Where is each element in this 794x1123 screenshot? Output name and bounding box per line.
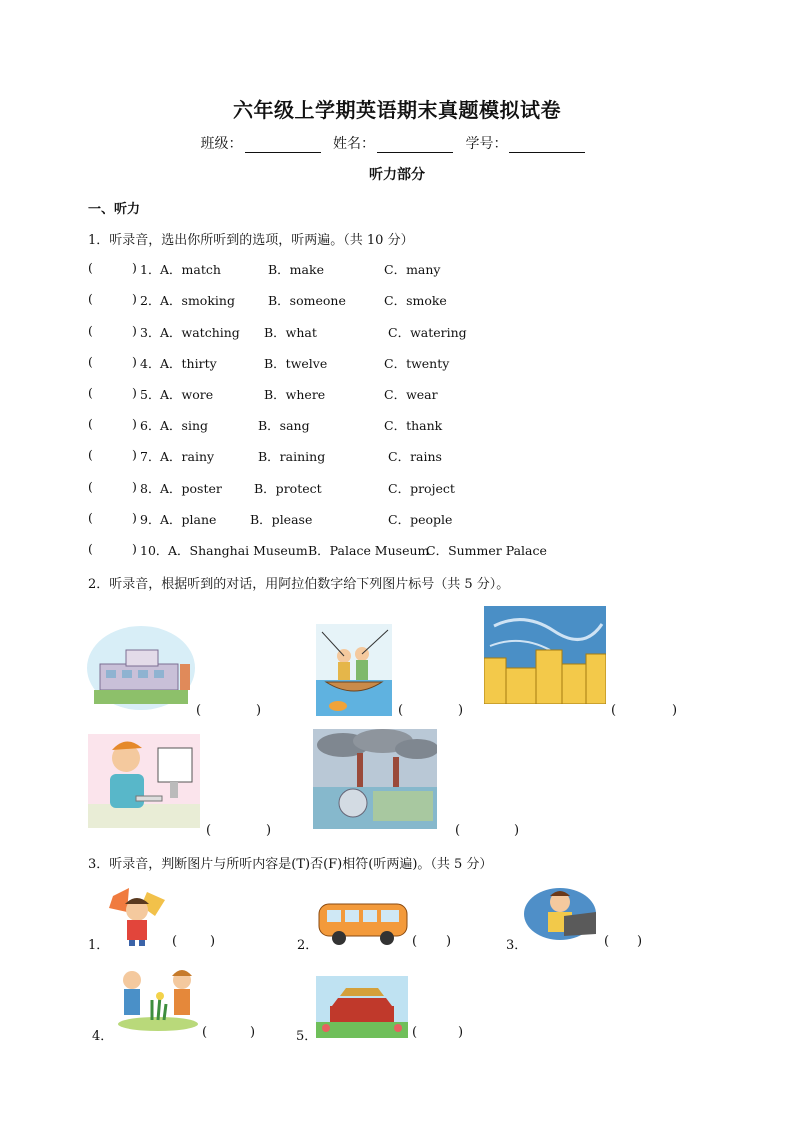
answer-paren-close[interactable]: ) [672, 703, 678, 718]
answer-paren-open[interactable]: ( [412, 1025, 418, 1040]
option-c: C．thank [384, 418, 443, 433]
option-c: C．many [384, 262, 441, 277]
question-number: 5． [140, 387, 161, 402]
answer-paren-open[interactable]: ( [412, 934, 418, 949]
question-number: 3． [140, 325, 161, 340]
answer-paren-open[interactable]: ( [88, 260, 93, 275]
q3-instruction: 3．听录音，判断图片与所听内容是(T)否(F)相符(听两遍)。（共 5 分） [88, 857, 493, 872]
option-c: C．wear [384, 387, 438, 402]
picture-number: 3． [506, 938, 528, 953]
question-row [88, 479, 708, 497]
option-c: C．Summer Palace [426, 543, 547, 558]
option-b: B．twelve [264, 356, 328, 371]
answer-paren-open[interactable]: ( [88, 323, 93, 338]
option-a: A．rainy [160, 449, 215, 464]
answer-paren-open[interactable]: ( [202, 1025, 208, 1040]
answer-paren-close[interactable]: ) [132, 291, 137, 306]
option-a: A．poster [160, 481, 222, 496]
windy-city-picture [484, 606, 606, 704]
question-number: 10． [140, 543, 169, 558]
answer-paren-close[interactable]: ) [514, 823, 520, 838]
option-c: C．people [388, 512, 453, 527]
section-heading: 一、听力 [88, 202, 141, 217]
option-c: C．smoke [384, 293, 447, 308]
option-a: A．match [160, 262, 221, 277]
answer-paren-close[interactable]: ) [458, 1025, 464, 1040]
option-c: C．project [388, 481, 455, 496]
question-row [88, 416, 708, 434]
question-number: 8． [140, 481, 161, 496]
answer-paren-open[interactable]: ( [88, 291, 93, 306]
question-number: 6． [140, 418, 161, 433]
name-blank[interactable] [377, 138, 453, 153]
question-number: 7． [140, 449, 161, 464]
question-row [88, 291, 708, 309]
answer-paren-close[interactable]: ) [132, 260, 137, 275]
computer-girl-picture [88, 734, 200, 828]
answer-paren-close[interactable]: ) [250, 1025, 256, 1040]
answer-paren-close[interactable]: ) [132, 385, 137, 400]
answer-paren-close[interactable]: ) [446, 934, 452, 949]
answer-paren-open[interactable]: ( [611, 703, 617, 718]
laptop-boy-picture [522, 882, 604, 944]
answer-paren-close[interactable]: ) [458, 703, 464, 718]
question-row [88, 541, 708, 559]
option-a: A．thirty [160, 356, 217, 371]
option-c: C．rains [388, 449, 442, 464]
option-b: B．Palace Museum [308, 543, 430, 558]
option-c: C．watering [388, 325, 467, 340]
option-b: B．protect [254, 481, 322, 496]
answer-paren-close[interactable]: ) [132, 447, 137, 462]
question-number: 1． [140, 262, 161, 277]
picture-number: 2． [297, 938, 319, 953]
answer-paren-close[interactable]: ) [637, 934, 643, 949]
option-b: B．someone [268, 293, 346, 308]
class-blank[interactable] [245, 138, 321, 153]
kite-boy-picture [103, 886, 169, 946]
answer-paren-open[interactable]: ( [88, 541, 93, 556]
polluted-city-picture [313, 729, 437, 829]
question-number: 9． [140, 512, 161, 527]
question-row [88, 354, 708, 372]
option-a: A．plane [160, 512, 217, 527]
option-b: B．where [264, 387, 326, 402]
answer-paren-close[interactable]: ) [266, 823, 272, 838]
planting-kids-picture [112, 966, 204, 1032]
answer-paren-open[interactable]: ( [196, 703, 202, 718]
answer-paren-close[interactable]: ) [132, 354, 137, 369]
option-b: B．raining [258, 449, 326, 464]
answer-paren-close[interactable]: ) [210, 934, 216, 949]
option-a: A．wore [160, 387, 214, 402]
class-label: 班级： [200, 136, 243, 152]
answer-paren-close[interactable]: ) [132, 479, 137, 494]
option-b: B．please [250, 512, 313, 527]
question-row [88, 510, 708, 528]
question-row [88, 323, 708, 341]
answer-paren-open[interactable]: ( [88, 510, 93, 525]
building-picture [86, 624, 196, 710]
picture-number: 5． [296, 1029, 318, 1044]
answer-paren-close[interactable]: ) [132, 416, 137, 431]
answer-paren-close[interactable]: ) [132, 510, 137, 525]
answer-paren-open[interactable]: ( [604, 934, 610, 949]
id-blank[interactable] [509, 138, 585, 153]
answer-paren-close[interactable]: ) [256, 703, 262, 718]
answer-paren-open[interactable]: ( [88, 354, 93, 369]
answer-paren-open[interactable]: ( [398, 703, 404, 718]
name-label: 姓名： [333, 136, 375, 152]
tiananmen-picture [316, 976, 408, 1038]
student-info-line [0, 133, 794, 153]
option-a: A．watching [160, 325, 240, 340]
option-b: B．make [268, 262, 324, 277]
answer-paren-open[interactable]: ( [88, 447, 93, 462]
section-subtitle: 听力部分 [369, 167, 425, 183]
answer-paren-open[interactable]: ( [88, 385, 93, 400]
answer-paren-open[interactable]: ( [206, 823, 212, 838]
picture-number: 1． [88, 938, 110, 953]
question-row [88, 260, 708, 278]
bus-picture [315, 898, 411, 948]
option-a: A．Shanghai Museum [168, 543, 308, 558]
option-c: C．twenty [384, 356, 450, 371]
question-row [88, 447, 708, 465]
answer-paren-close[interactable]: ) [132, 541, 137, 556]
question-number: 4． [140, 356, 161, 371]
answer-paren-open[interactable]: ( [172, 934, 178, 949]
fishing-picture [316, 624, 392, 716]
answer-paren-close[interactable]: ) [132, 323, 137, 338]
option-a: A．smoking [160, 293, 235, 308]
answer-paren-open[interactable]: ( [88, 416, 93, 431]
answer-paren-open[interactable]: ( [455, 823, 461, 838]
page-title: 六年级上学期英语期末真题模拟试卷 [233, 98, 561, 122]
id-label: 学号： [465, 136, 508, 152]
q1-instruction: 1．听录音，选出你所听到的选项，听两遍。（共 10 分） [88, 233, 414, 248]
option-a: A．sing [160, 418, 208, 433]
picture-number: 4． [92, 1029, 114, 1044]
q2-instruction: 2．听录音，根据听到的对话，用阿拉伯数字给下列图片标号（共 5 分）。 [88, 577, 510, 592]
question-number: 2． [140, 293, 161, 308]
answer-paren-open[interactable]: ( [88, 479, 93, 494]
option-b: B．what [264, 325, 317, 340]
option-b: B．sang [258, 418, 310, 433]
question-row [88, 385, 708, 403]
